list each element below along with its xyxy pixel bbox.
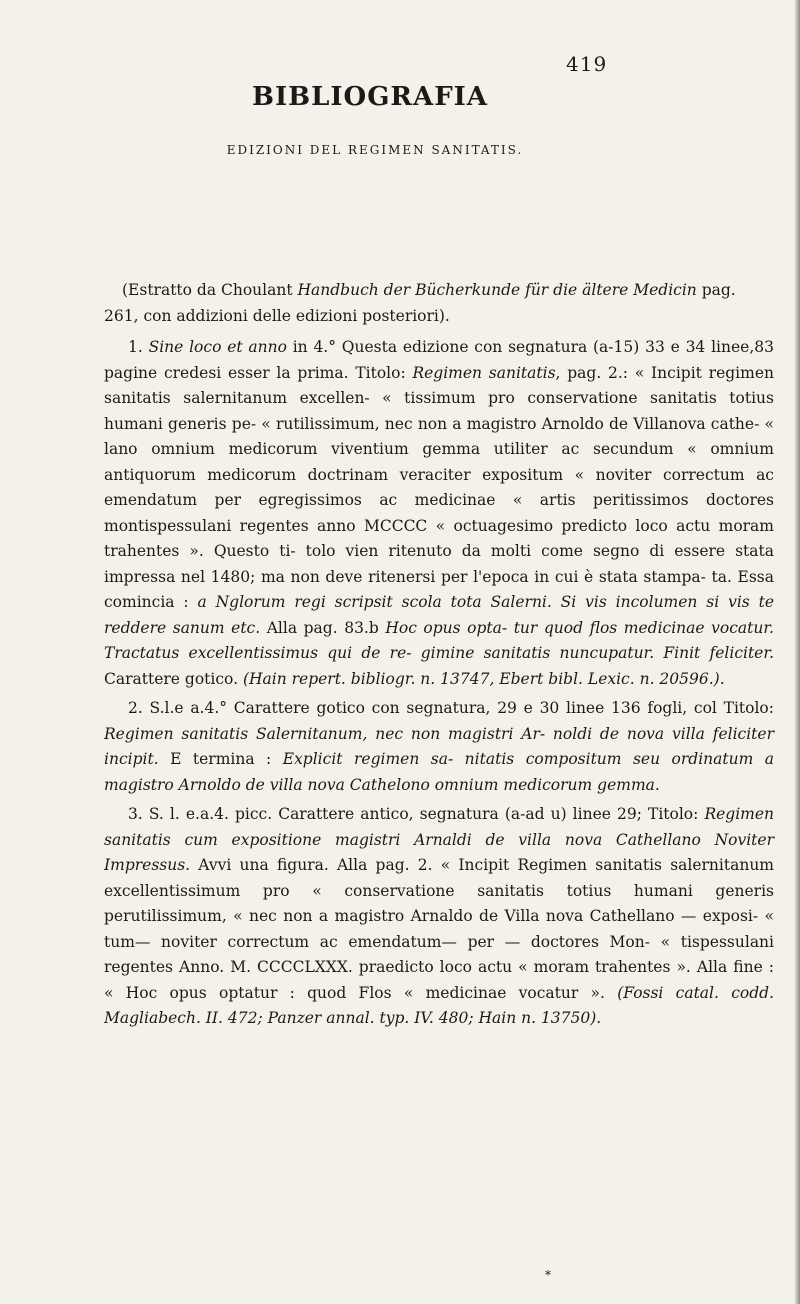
intro-note: (Estratto da Choulant Handbuch der Bücherkunde für die ältere Medicin pag. 261, con addizioni delle edizioni posteriori).: [104, 281, 736, 325]
bibliography-entry-3: 3. S. l. e.a.4. picc. Carattere antico, segnatura (a-ad u) linee 29; Titolo: Regimen sanitatis cum expositione magistri Arnaldi de villa nova Cathellano Noviter Impressus. Avvi una figura. Alla pag. 2. « Incipit Regimen sanitatis salernitanum excellentissimum pro « conservatione sanitatis totius humani generis perutilissimum, « nec non a magistro Arnaldo de Villa nova Cathellano — exposi- « tum— noviter correctum ac emendatum— per — doctores Mon- « tispessulani regentes Anno. M. CCCCLXXX. praedicto loco actu « moram trahentes ». Alla fine : « Hoc opus optatur : quod Flos « medicinae vocatur ». (Fossi catal. codd. Magliabech. II. 472; Panzer annal. typ. IV. 480; Hain n. 13750).: [104, 805, 775, 1027]
page-number: 419: [566, 52, 608, 76]
section-subtitle: EDIZIONI DEL REGIMEN SANITATIS.: [226, 143, 524, 157]
page-title: BIBLIOGRAFIA: [252, 82, 488, 112]
bibliography-entry-2: 2. S.l.e a.4.° Carattere gotico con segnatura, 29 e 30 linee 136 fogli, col Titolo: Regimen sanitatis Salernitanum, nec non magistri Ar- noldi de nova villa feliciter incipit. E termina : Explicit regimen sa- nitatis compositum seu ordinatum a magistro Arnoldo de villa nova Cathelono omnium medicorum gemma.: [104, 699, 775, 794]
footer-asterisk: *: [545, 1268, 551, 1282]
bibliography-body: [104, 278, 774, 1036]
page-edge-shadow: [794, 0, 800, 1304]
bibliography-entry-1: 1. Sine loco et anno in 4.° Questa edizione con segnatura (a-15) 33 e 34 linee,83 pagine credesi esser la prima. Titolo: Regimen sanitatis, pag. 2.: « Incipit regimen sanitatis salernitanum excellen- « tissimum pro conservatione sanitatis totius humani generis pe- « rutilissimum, nec non a magistro Arnoldo de Villanova cathe- « lano omnium medicorum viventium gemma utiliter ac secundum « omnium antiquorum medicorum doctrinam veraciter expositum « noviter correctum ac emendatum per egregissimos ac medicinae « artis peritissimos doctores montispessulani regentes anno MCCCC « octuagesimo predicto loco actu moram trahentes ». Questo ti- tolo vien ritenuto da molti come segno di essere stata impressa nel 1480; ma non deve ritenersi per l'epoca in cui è stata stampa- ta. Essa comincia : a Nglorum regi scripsit scola tota Salerni. Si vis incolumen si vis te reddere sanum etc. Alla pag. 83.b Hoc opus opta- tur quod flos medicinae vocatur. Tractatus excellentissimus qui de re- gimine sanitatis nuncupatur. Finit feliciter. Carattere gotico. (Hain repert. bibliogr. n. 13747, Ebert bibl. Lexic. n. 20596.).: [104, 338, 775, 688]
